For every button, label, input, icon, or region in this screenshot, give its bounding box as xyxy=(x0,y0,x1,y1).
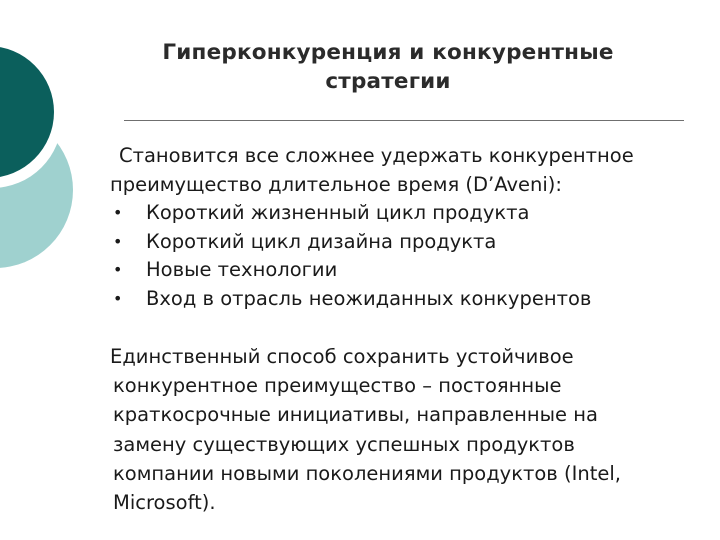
bullet-item xyxy=(110,228,710,257)
conclusion-line-2: конкурентное преимущество – постоянные xyxy=(113,374,562,398)
slide-title xyxy=(118,38,658,96)
conclusion-line-1: Единственный способ сохранить устойчивое xyxy=(110,345,574,368)
bullet-icon: • xyxy=(113,288,123,308)
bullet-list xyxy=(110,199,710,313)
intro-line-2: преимущество длительное время (D’Aveni): xyxy=(110,172,562,196)
bullet-text: Короткий жизненный цикл продукта xyxy=(146,201,530,225)
conclusion-line-4: замену существующих успешных продуктов xyxy=(113,432,575,456)
title-line-1: Гиперконкуренция и конкурентные xyxy=(162,40,614,65)
bullet-text: Новые технологии xyxy=(146,258,338,282)
bullet-icon: • xyxy=(113,203,123,223)
intro-line-1: Становится все сложнее удержать конкурентное xyxy=(119,144,634,167)
conclusion-line-6: Microsoft). xyxy=(113,491,216,515)
bullet-icon: • xyxy=(113,260,123,280)
bullet-text: Вход в отрасль неожиданных конкурентов xyxy=(146,286,592,310)
bullet-item xyxy=(110,285,710,314)
intro-block xyxy=(110,142,710,314)
title-line-2: стратегии xyxy=(325,69,451,94)
title-divider xyxy=(124,120,684,121)
conclusion-line-3: краткосрочные инициативы, направленные на xyxy=(113,403,598,427)
bullet-item xyxy=(110,199,710,228)
bullet-icon: • xyxy=(113,231,123,251)
bullet-text: Короткий цикл дизайна продукта xyxy=(146,229,497,253)
conclusion-line-5: компании новыми поколениями продуктов (Intel, xyxy=(113,461,621,485)
bullet-item xyxy=(110,256,710,285)
conclusion-block xyxy=(112,342,712,517)
